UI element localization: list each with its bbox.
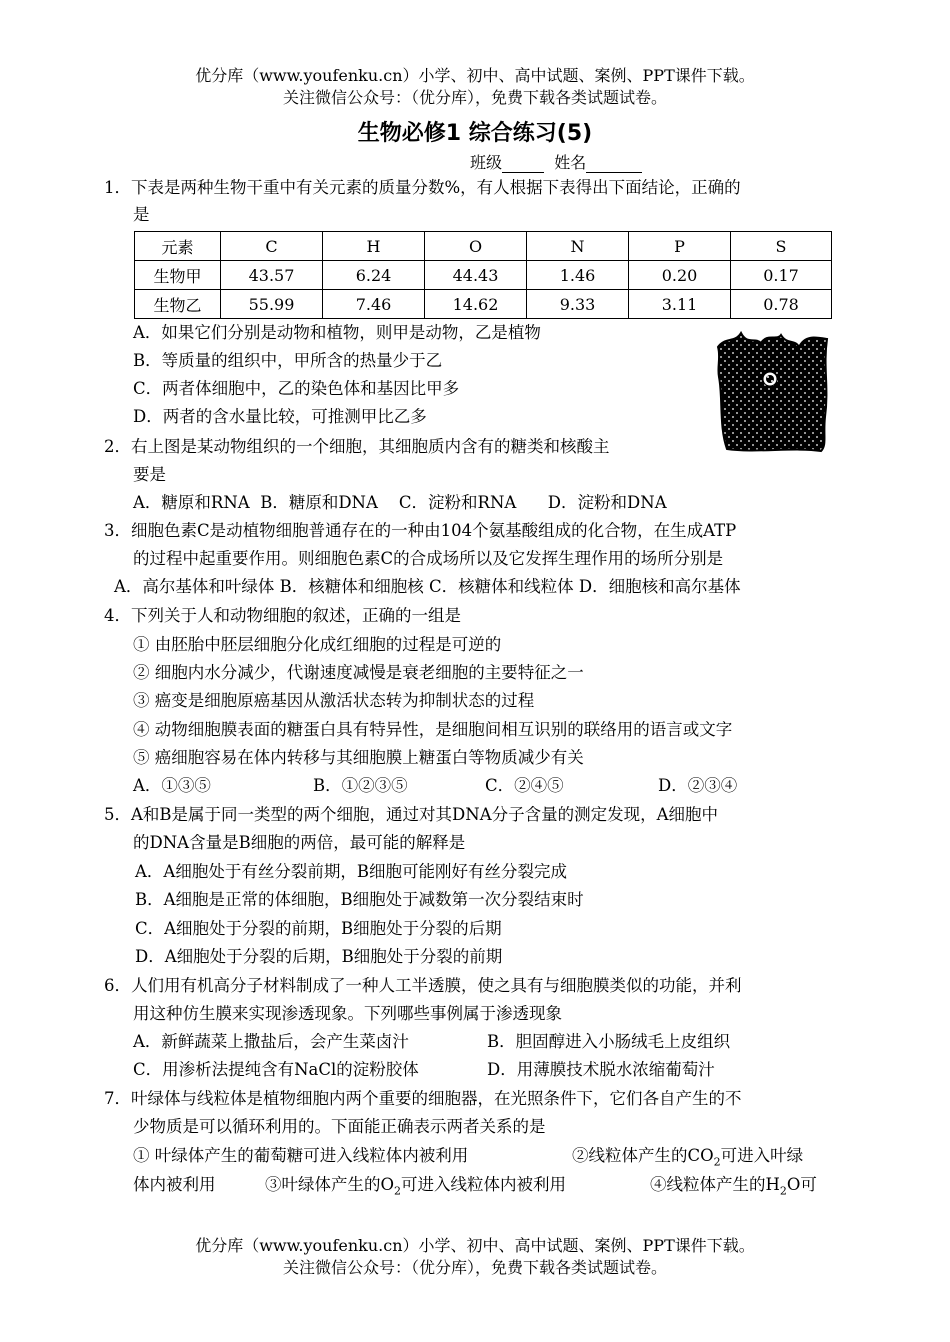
q3-options: A．高尔基体和叶绿体 B．核糖体和细胞核 C．核糖体和线粒体 D．细胞核和高尔基体: [114, 577, 741, 596]
table-header-cell: C: [221, 232, 323, 261]
table-row: [135, 261, 832, 290]
table-cell: 3.11: [629, 290, 731, 319]
table-header-cell: H: [323, 232, 425, 261]
q7-s2-text-end: 可进入叶绿: [720, 1146, 804, 1165]
q7-statement-3: [265, 1174, 566, 1202]
q4-statement-1: ① 由胚胎中胚层细胞分化成红细胞的过程是可逆的: [133, 635, 502, 654]
q3-stem-1: 3．细胞色素C是动植物细胞普通存在的一种由104个氨基酸组成的化合物，在生成ATP: [104, 521, 737, 540]
table-header-cell: N: [527, 232, 629, 261]
footer-line-1: 优分库（www.youfenku.cn）小学、初中、高中试题、案例、PPT课件下载。: [195, 1236, 755, 1255]
class-blank: [502, 156, 544, 173]
q1-option-d: D．两者的含水量比较，可推测甲比乙多: [133, 407, 427, 426]
element-table: [134, 231, 832, 319]
page-title: 生物必修1 综合练习(5): [357, 121, 593, 146]
q1-option-c: C．两者体细胞中，乙的染色体和基因比甲多: [133, 379, 460, 398]
q7-s3-sub: 2: [394, 1184, 402, 1198]
table-row: [135, 290, 832, 319]
q2-options: [133, 492, 667, 514]
table-header-cell: 元素: [135, 232, 221, 261]
q3-stem-2: 的过程中起重要作用。则细胞色素C的合成场所以及它发挥生理作用的场所分别是: [133, 549, 724, 568]
q2-stem-2: 要是: [133, 465, 166, 484]
name-label: 姓名: [554, 153, 587, 172]
q5-option-c: C．A细胞处于分裂的前期，B细胞处于分裂的后期: [135, 919, 502, 938]
q7-statement-2-cont: 体内被利用: [133, 1175, 216, 1194]
q2-option-d: D．淀粉和DNA: [547, 493, 667, 512]
q1-stem-2: 是: [133, 205, 150, 224]
table-cell: 生物乙: [135, 290, 221, 319]
table-cell: 43.57: [221, 261, 323, 290]
class-name-line: [470, 150, 642, 173]
q5-option-a: A．A细胞处于有丝分裂前期，B细胞可能刚好有丝分裂完成: [135, 862, 567, 881]
q4-option-c: C．②④⑤: [485, 776, 564, 795]
q2-option-b: B．糖原和DNA: [260, 493, 378, 512]
q6-option-b: B．胆固醇进入小肠绒毛上皮组织: [487, 1032, 731, 1051]
q7-s3-text: ③叶绿体产生的O: [265, 1175, 395, 1194]
table-cell: 14.62: [425, 290, 527, 319]
q7-stem-2: 少物质是可以循环利用的。下面能正确表示两者关系的是: [133, 1117, 546, 1136]
q6-option-a: A．新鲜蔬菜上撒盐后，会产生菜卤汁: [133, 1032, 409, 1051]
q6-stem-1: 6．人们用有机高分子材料制成了一种人工半透膜，使之具有与细胞膜类似的功能，并利: [104, 976, 742, 995]
q7-s4-sub: 2: [779, 1184, 787, 1198]
q7-statement-4: [650, 1174, 817, 1202]
table-cell: 6.24: [323, 261, 425, 290]
q2-option-a: A．糖原和RNA: [133, 493, 250, 512]
q5-stem-1: 5．A和B是属于同一类型的两个细胞，通过对其DNA分子含量的测定发现，A细胞中: [104, 805, 719, 824]
q7-s3-text-end: 可进入线粒体内被利用: [401, 1175, 567, 1194]
table-cell: 生物甲: [135, 261, 221, 290]
table-header-cell: O: [425, 232, 527, 261]
q4-option-b: B．①②③⑤: [313, 776, 408, 795]
table-header-row: [135, 232, 832, 261]
q4-statement-3: ③ 癌变是细胞原癌基因从激活状态转为抑制状态的过程: [133, 691, 535, 710]
table-cell: 7.46: [323, 290, 425, 319]
class-label: 班级: [470, 153, 503, 172]
q4-statement-4: ④ 动物细胞膜表面的糖蛋白具有特异性，是细胞间相互识别的联络用的语言或文字: [133, 720, 733, 739]
table-cell: 9.33: [527, 290, 629, 319]
q7-s2-sub: 2: [713, 1155, 721, 1169]
q5-stem-2: 的DNA含量是B细胞的两倍，最可能的解释是: [133, 833, 466, 852]
table-cell: 0.17: [731, 261, 832, 290]
q6-stem-2: 用这种仿生膜来实现渗透现象。下列哪些事例属于渗透现象: [133, 1004, 562, 1023]
q1-stem-1: 1．下表是两种生物干重中有关元素的质量分数%，有人根据下表得出下面结论，正确的: [104, 178, 741, 197]
q2-option-c: C．淀粉和RNA: [398, 493, 517, 512]
q5-option-b: B．A细胞是正常的体细胞，B细胞处于减数第一次分裂结束时: [135, 890, 584, 909]
q5-option-d: D．A细胞处于分裂的后期，B细胞处于分裂的前期: [135, 947, 503, 966]
q1-option-a: A．如果它们分别是动物和植物，则甲是动物，乙是植物: [133, 323, 541, 342]
q4-statement-2: ② 细胞内水分减少，代谢速度减慢是衰老细胞的主要特征之一: [133, 663, 584, 682]
q7-statement-2: [572, 1145, 803, 1173]
q2-stem-1: 2．右上图是某动物组织的一个细胞，其细胞质内含有的糖类和核酸主: [104, 437, 610, 456]
header-line-1: 优分库（www.youfenku.cn）小学、初中、高中试题、案例、PPT课件下载。: [195, 66, 755, 85]
animal-cell-illustration: [715, 327, 830, 455]
table-header-cell: S: [731, 232, 832, 261]
table-cell: 0.20: [629, 261, 731, 290]
footer-line-2: 关注微信公众号：（优分库），免费下载各类试题试卷。: [282, 1258, 667, 1277]
table-cell: 0.78: [731, 290, 832, 319]
header-line-2: 关注微信公众号：（优分库），免费下载各类试题试卷。: [282, 88, 667, 107]
name-blank: [586, 156, 642, 173]
q4-option-a: A．①③⑤: [133, 776, 211, 795]
q7-stem-1: 7．叶绿体与线粒体是植物细胞内两个重要的细胞器，在光照条件下，它们各自产生的不: [104, 1089, 742, 1108]
table-header-cell: P: [629, 232, 731, 261]
q6-option-c: C．用渗析法提纯含有NaCl的淀粉胶体: [133, 1060, 419, 1079]
q4-stem: 4．下列关于人和动物细胞的叙述，正确的一组是: [104, 606, 461, 625]
q7-s4-text: ④线粒体产生的H: [650, 1175, 780, 1194]
q1-option-b: B．等质量的组织中，甲所含的热量少于乙: [133, 351, 443, 370]
q7-s4-text-end: O可: [786, 1175, 817, 1194]
table-cell: 1.46: [527, 261, 629, 290]
q4-option-d: D．②③④: [658, 776, 738, 795]
q7-statement-1: ① 叶绿体产生的葡萄糖可进入线粒体内被利用: [133, 1146, 469, 1165]
q4-statement-5: ⑤ 癌细胞容易在体内转移与其细胞膜上糖蛋白等物质减少有关: [133, 748, 584, 767]
table-cell: 44.43: [425, 261, 527, 290]
q7-s2-text: ②线粒体产生的CO: [572, 1146, 714, 1165]
table-cell: 55.99: [221, 290, 323, 319]
q6-option-d: D．用薄膜技术脱水浓缩葡萄汁: [487, 1060, 715, 1079]
